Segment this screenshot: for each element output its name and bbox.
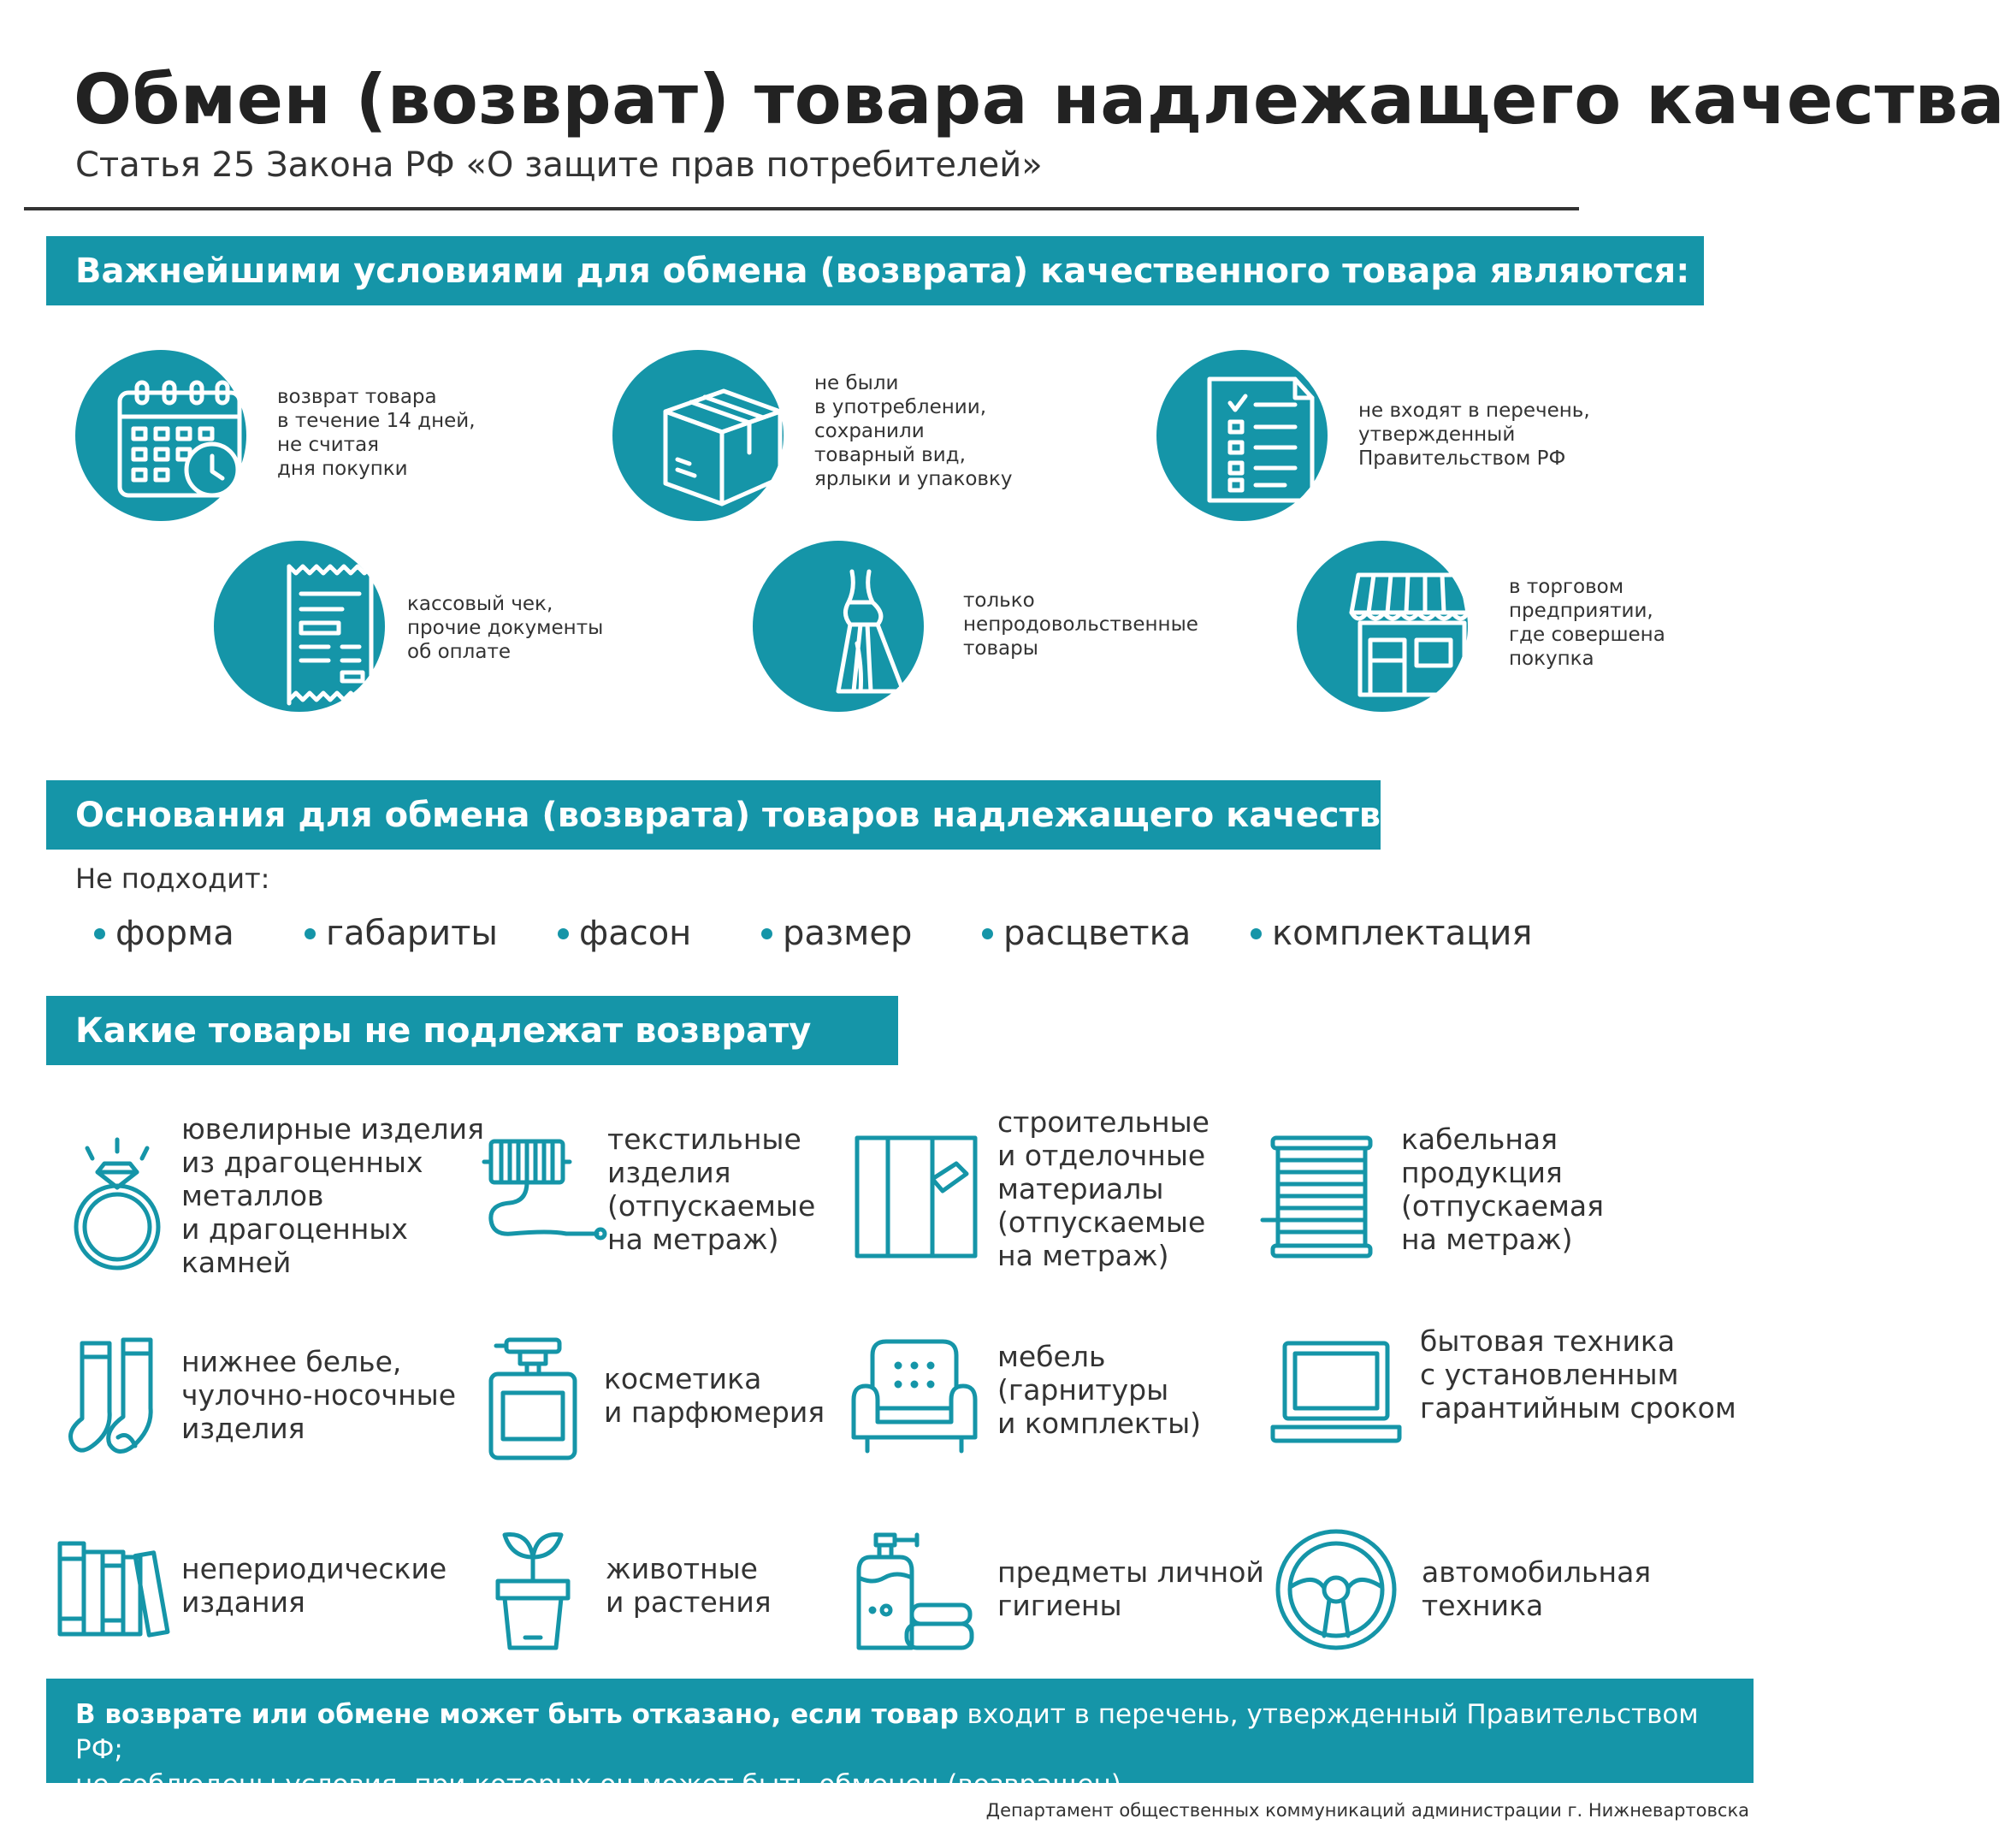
shop-icon <box>1297 541 1468 712</box>
dress-icon <box>753 541 924 712</box>
checklist-icon <box>1156 350 1328 521</box>
condition-text: не входят в перечень, утвержденный Правительством РФ <box>1358 400 1590 470</box>
page-title: Обмен (возврат) товара надлежащего качества <box>74 60 2005 139</box>
item-text: текстильные изделия (отпускаемые на метраж) <box>607 1122 816 1256</box>
item-text: строительные и отделочные материалы (отпускаемые на метраж) <box>997 1105 1210 1272</box>
bullet-dot <box>982 928 993 939</box>
refusal-note-bold: В возврате или обмене может быть отказано, если товар <box>75 1699 959 1730</box>
option-item: фасон <box>558 914 691 953</box>
condition-text: только непродовольственные товары <box>963 589 1198 660</box>
condition-text: в торговом предприятии, где совершена покупка <box>1509 576 1665 670</box>
soap-icon <box>855 1531 975 1651</box>
laptop-icon <box>1269 1340 1403 1444</box>
grounds-heading: Основания для обмена (возврата) товаров надлежащего качества <box>46 780 1381 850</box>
bullet-dot <box>305 928 316 939</box>
credit-line: Департамент общественных коммуникаций администрации г. Нижневартовска <box>985 1800 1749 1821</box>
armchair-icon <box>850 1336 979 1456</box>
header-divider <box>24 207 1579 210</box>
option-item: расцветка <box>982 914 1191 953</box>
refusal-note-line1: входит в перечень, утвержденный Правительством РФ; <box>75 1699 1699 1765</box>
receipt-icon <box>214 541 385 712</box>
ring-icon <box>70 1134 164 1271</box>
wallpaper-icon <box>854 1134 979 1259</box>
condition-text: возврат товара в течение 14 дней, не считая дня покупки <box>277 386 476 480</box>
bullet-dot <box>558 928 569 939</box>
option-item: комплектация <box>1251 914 1532 953</box>
item-text: животные и растения <box>606 1552 772 1619</box>
plant-icon <box>494 1528 571 1653</box>
perfume-icon <box>486 1336 580 1461</box>
item-text: автомобильная техника <box>1422 1555 1652 1622</box>
thread-spool-icon <box>481 1134 609 1254</box>
item-text: косметика и парфюмерия <box>604 1362 825 1429</box>
bullet-dot <box>1251 928 1262 939</box>
books-icon <box>56 1540 181 1639</box>
not-suitable-label: Не подходит: <box>75 862 270 895</box>
item-text: бытовая техника с установленным гарантийным сроком <box>1420 1324 1736 1424</box>
item-text: мебель (гарнитуры и комплекты) <box>997 1340 1202 1440</box>
item-text: непериодические издания <box>181 1552 447 1619</box>
refusal-note <box>46 1679 1754 1800</box>
condition-text: кассовый чек, прочие документы об оплате <box>407 593 604 663</box>
option-item: размер <box>761 914 912 953</box>
page-subtitle: Статья 25 Закона РФ «О защите прав потребителей» <box>75 145 1043 185</box>
option-item: форма <box>94 914 234 953</box>
item-text: нижнее белье, чулочно-носочные изделия <box>181 1345 457 1445</box>
bullet-dot <box>94 928 105 939</box>
cable-reel-icon <box>1261 1134 1381 1259</box>
socks-icon <box>67 1336 178 1461</box>
conditions-heading: Важнейшими условиями для обмена (возврата) качественного товара являются: <box>46 236 1704 305</box>
condition-text: не были в употреблении, сохранили товарный вид, ярлыки и упаковку <box>814 372 1013 490</box>
item-text: предметы личной гигиены <box>997 1555 1264 1622</box>
box-icon <box>612 350 784 521</box>
option-item: габариты <box>305 914 498 953</box>
calendar-clock-icon <box>75 350 246 521</box>
refusal-note-line2: не соблюдены условия, при которых он может быть обменен (возвращен) <box>75 1769 1121 1800</box>
item-text: кабельная продукция (отпускаемая на метраж) <box>1401 1122 1604 1256</box>
steering-wheel-icon <box>1275 1528 1398 1651</box>
non-returnable-heading: Какие товары не подлежат возврату <box>46 996 898 1065</box>
bullet-dot <box>761 928 772 939</box>
item-text: ювелирные изделия из драгоценных металлов и драгоценных камней <box>181 1112 484 1279</box>
